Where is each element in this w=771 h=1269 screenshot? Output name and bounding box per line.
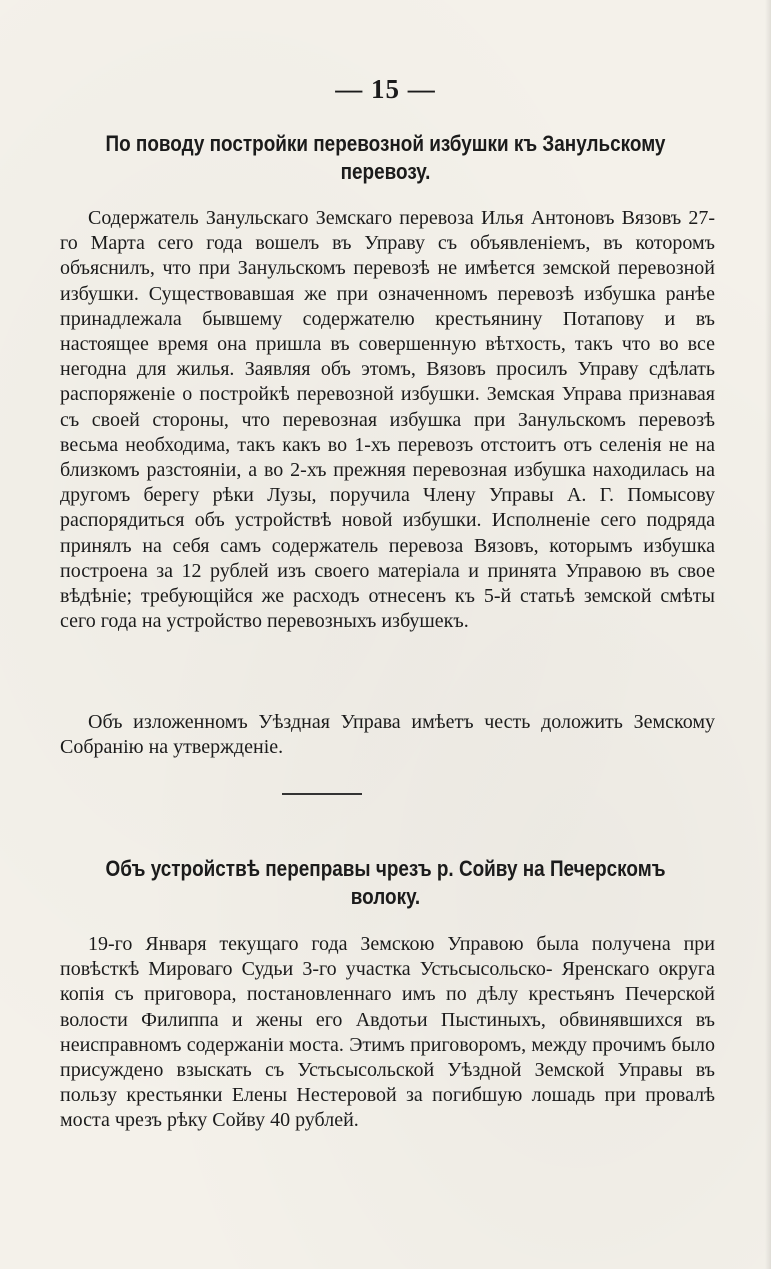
section-heading-ferry-hut: По поводу постройки перевозной избушки къ Занульскому перевозу. <box>105 131 666 184</box>
page-edge-shadow <box>765 0 771 1269</box>
paragraph-ferry-hut-report: Содержатель Занульскаго Земскаго перевоза Илья Антоновъ Вязовъ 27-го Марта сего года вошелъ въ Управу съ объявленіемъ, въ которомъ объяснилъ, что при Занульскомъ перевозѣ не имѣется земской перевозной избушки. Существовавшая же при означенномъ перевозѣ избушка ранѣе принадлежала бывшему содержателю крестьянину Потапову и въ настоящее время она пришла въ совершенную вѣтхость, такъ что во все негодна для жилья. Заявляя объ этомъ, Вязовъ просилъ Управу сдѣлать распоряженіе о постройкѣ перевозной избушки. Земская Управа признавая съ своей стороны, что перевозная избушка при Занульскомъ перевозѣ весьма необходима, такъ какъ во 1-хъ перевозъ отстоитъ отъ селенія не на близкомъ разстояніи, а во 2-хъ прежняя перевозная избушка находилась на другомъ берегу рѣки Лузы, поручила Члену Управы А. Г. Помысову распорядиться объ устройствѣ новой избушки. Исполненіе сего подряда принялъ на себя самъ содержатель перевоза Вязовъ, которымъ избушка построена за 12 рублей изъ своего матеріала и принята Управою въ свое вѣдѣніе; требующійся же расходъ отнесенъ къ 5-й статьѣ земской смѣты сего года на устройство перевозныхъ избушекъ. <box>60 207 715 633</box>
paragraph-soyva-crossing-report: 19-го Января текущаго года Земскою Управою была получена при повѣсткѣ Мироваго Судьи 3-го участка Устьсысольско- Яренскаго округа копія съ приговора, постановленнаго имъ по дѣлу крестьянъ Печерской волости Филиппа и жены его Авдотьи Пыстиныхъ, обвинявшихся въ неисправномъ содержаніи моста. Этимъ приговоромъ, между прочимъ было присуждено взыскать съ Устьсысольской Уѣздной Земской Управы въ пользу крестьянки Елены Нестеровой за погибшую лошадь при провалѣ моста чрезъ рѣку Сойву 40 рублей. <box>60 933 715 1132</box>
section-divider <box>282 793 362 795</box>
paragraph-ferry-hut-conclusion: Объ изложенномъ Уѣздная Управа имѣетъ честь доложить Земскому Собранію на утвержденіе. <box>60 711 715 759</box>
page-number: — 15 — <box>335 74 436 104</box>
section-heading-soyva-crossing: Объ устройствѣ переправы чрезъ р. Сойву на Печерскомъ волоку. <box>105 856 666 909</box>
